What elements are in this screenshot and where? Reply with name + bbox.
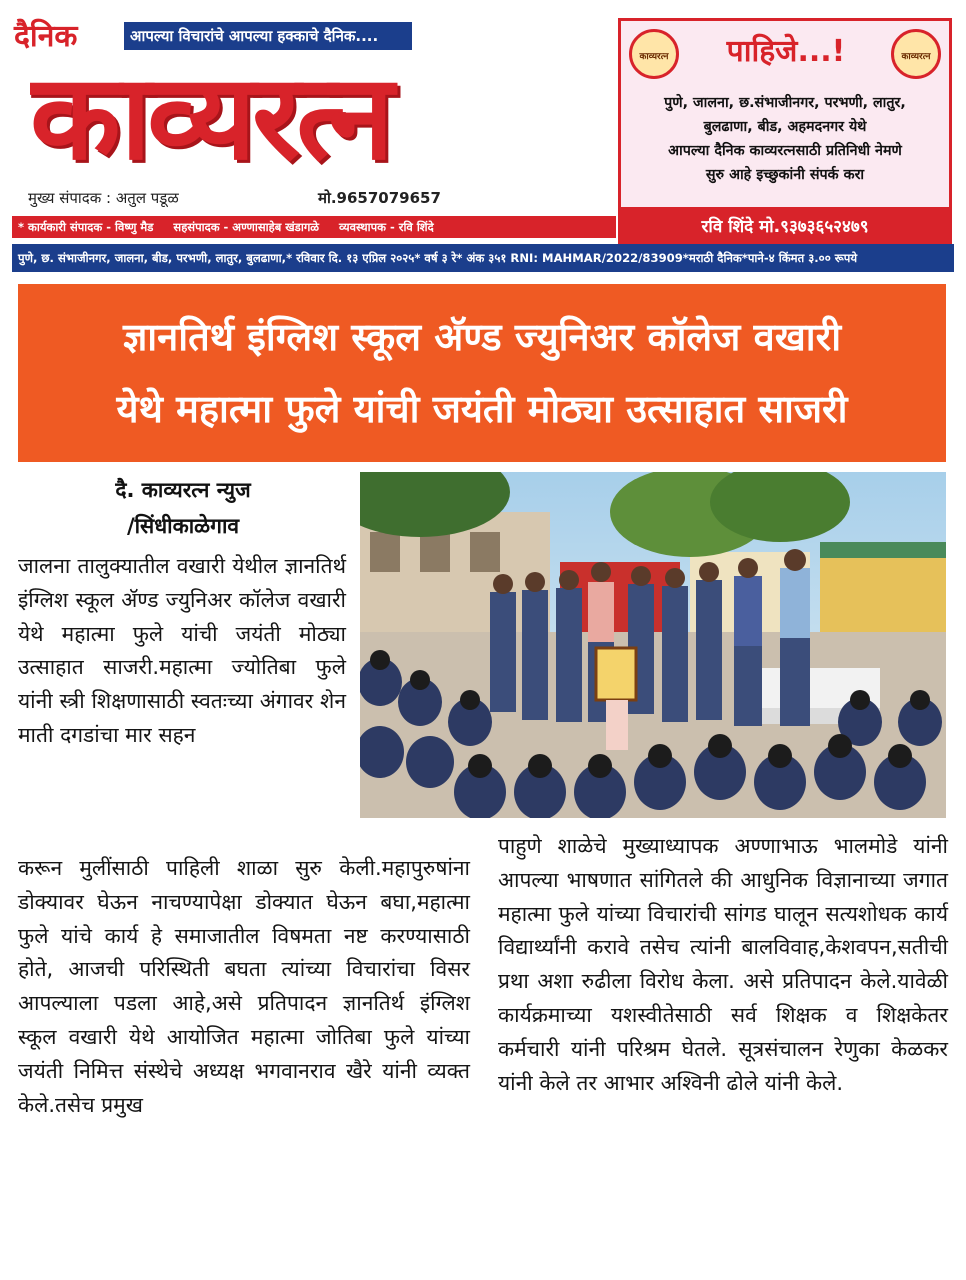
ad-line: सुरु आहे इच्छुकांनी संपर्क करा — [705, 167, 865, 183]
ad-line: आपल्या दैनिक काव्यरत्नसाठी प्रतिनिधी नेमणे — [668, 143, 902, 159]
headline-line-2: येथे महात्मा फुले यांची जयंती मोठ्या उत्साहात साजरी — [116, 387, 848, 431]
staff-co-editor: सहसंपादक - अण्णासाहेब खंडागळे — [173, 220, 320, 234]
edition-info-bar: पुणे, छ. संभाजीनगर, जालना, बीड, परभणी, लातुर, बुलढाणा,* रविवार दि. १३ एप्रिल २०२५* वर्ष ३ रे* अंक ३५१ RNI: MAHMAR/2022/83909*मराठी दैनिक*पाने-४ किंमत ३.०० रूपये — [12, 244, 954, 272]
ad-line: पुणे, जालना, छ.संभाजीनगर, परभणी, लातुर, — [664, 95, 906, 111]
ad-logo-left-icon: काव्यरत्न — [629, 29, 679, 79]
ad-line: बुलढाणा, बीड, अहमदनगर येथे — [703, 119, 867, 135]
newspaper-logo: काव्यरत्न — [30, 52, 390, 182]
article-headline — [18, 284, 946, 462]
article-paragraph: करून मुलींसाठी पाहिली शाळा सुरु केली.महापुरुषांना डोक्यावर घेऊन नाचण्यापेक्षा डोक्यात घेऊन बघा,महात्मा फुले यांचे कार्य हे समाजातील विषमता नष्ट करण्यासाठी होते, आजची परिस्थिती बघता त्यांच्या विचारांचा विसर आपल्याला पडला आहे,असे प्रतिपादन ज्ञानतिर्थ इंग्लिश स्कूल वखारी येथे आयोजित महात्मा जोतिबा फुले यांच्या जयंती निमित्त संस्थेचे अध्यक्ष भगवानराव खैरे यांनी व्यक्त केले.तसेच प्रमुख — [18, 856, 470, 1117]
masthead-prefix: दैनिक — [14, 19, 78, 54]
ad-logo-right-icon: काव्यरत्न — [891, 29, 941, 79]
article-text-column-1-bottom — [18, 852, 470, 1272]
ad-title: पाहिजे...! — [726, 34, 846, 69]
ad-header — [621, 21, 949, 91]
headline-line-1: ज्ञानतिर्थ इंग्लिश स्कूल अ‍ॅण्ड ज्युनिअर कॉलेज वखारी — [122, 315, 842, 359]
article-byline — [18, 472, 348, 544]
ad-body — [625, 91, 945, 187]
chief-editor: मुख्य संपादक : अतुल पडूळ — [28, 189, 179, 207]
masthead-tagline: आपल्या विचारांचे आपल्या हक्काचे दैनिक.... — [124, 22, 412, 50]
article-text-column-1-top — [18, 550, 346, 840]
staff-bar — [12, 216, 616, 238]
article-text-column-2 — [498, 830, 948, 1270]
byline-source: दै. काव्यरत्न न्युज — [115, 478, 251, 502]
ad-contact: रवि शिंदे मो.९३७३६५२४७९ — [618, 207, 952, 247]
article-paragraph: पाहुणे शाळेचे मुख्याध्यापक अण्णाभाऊ भालमोडे यांनी आपल्या भाषणात सांगितले की आधुनिक विज्ञानाच्या जगात महात्मा फुले यांच्या विचारांची सांगड घालून सत्यशोधक कार्य विद्यार्थ्यांनी करावे तसेच त्यांनी बालविवाह,केशवपन,सतीची प्रथा अशा रुढीला विरोध केला. असे प्रतिपादन केले.यावेळी कार्यक्रमाच्या यशस्वीतेसाठी सर्व शिक्षक व शिक्षकेतर कर्मचारी यांनी परिश्रम घेतले. सूत्रसंचालन रेणुका केळकर यांनी केले तर आभार अश्विनी ढोले यांनी केले. — [498, 834, 948, 1095]
staff-executive-editor: * कार्यकारी संपादक - विष्णु मैड — [18, 220, 154, 234]
byline-location: /सिंधीकाळेगाव — [126, 514, 240, 538]
article-paragraph: जालना तालुक्यातील वखारी येथील ज्ञानतिर्थ इंग्लिश स्कूल ॲण्ड ज्युनिअर कॉलेज वखारी येथे महात्मा फुले यांची जयंती मोठ्या उत्साहात साजरी.महात्मा ज्योतिबा फुले यांनी स्त्री शिक्षणासाठी स्वतःच्या अंगावर शेन माती दगडांचा मार सहन — [18, 554, 346, 747]
chief-editor-phone: मो.9657079657 — [318, 189, 441, 207]
event-photo-illustration — [360, 472, 946, 818]
wanted-ad — [618, 18, 952, 244]
event-photo — [360, 472, 946, 818]
staff-manager: व्यवस्थापक - रवि शिंदे — [339, 220, 434, 234]
